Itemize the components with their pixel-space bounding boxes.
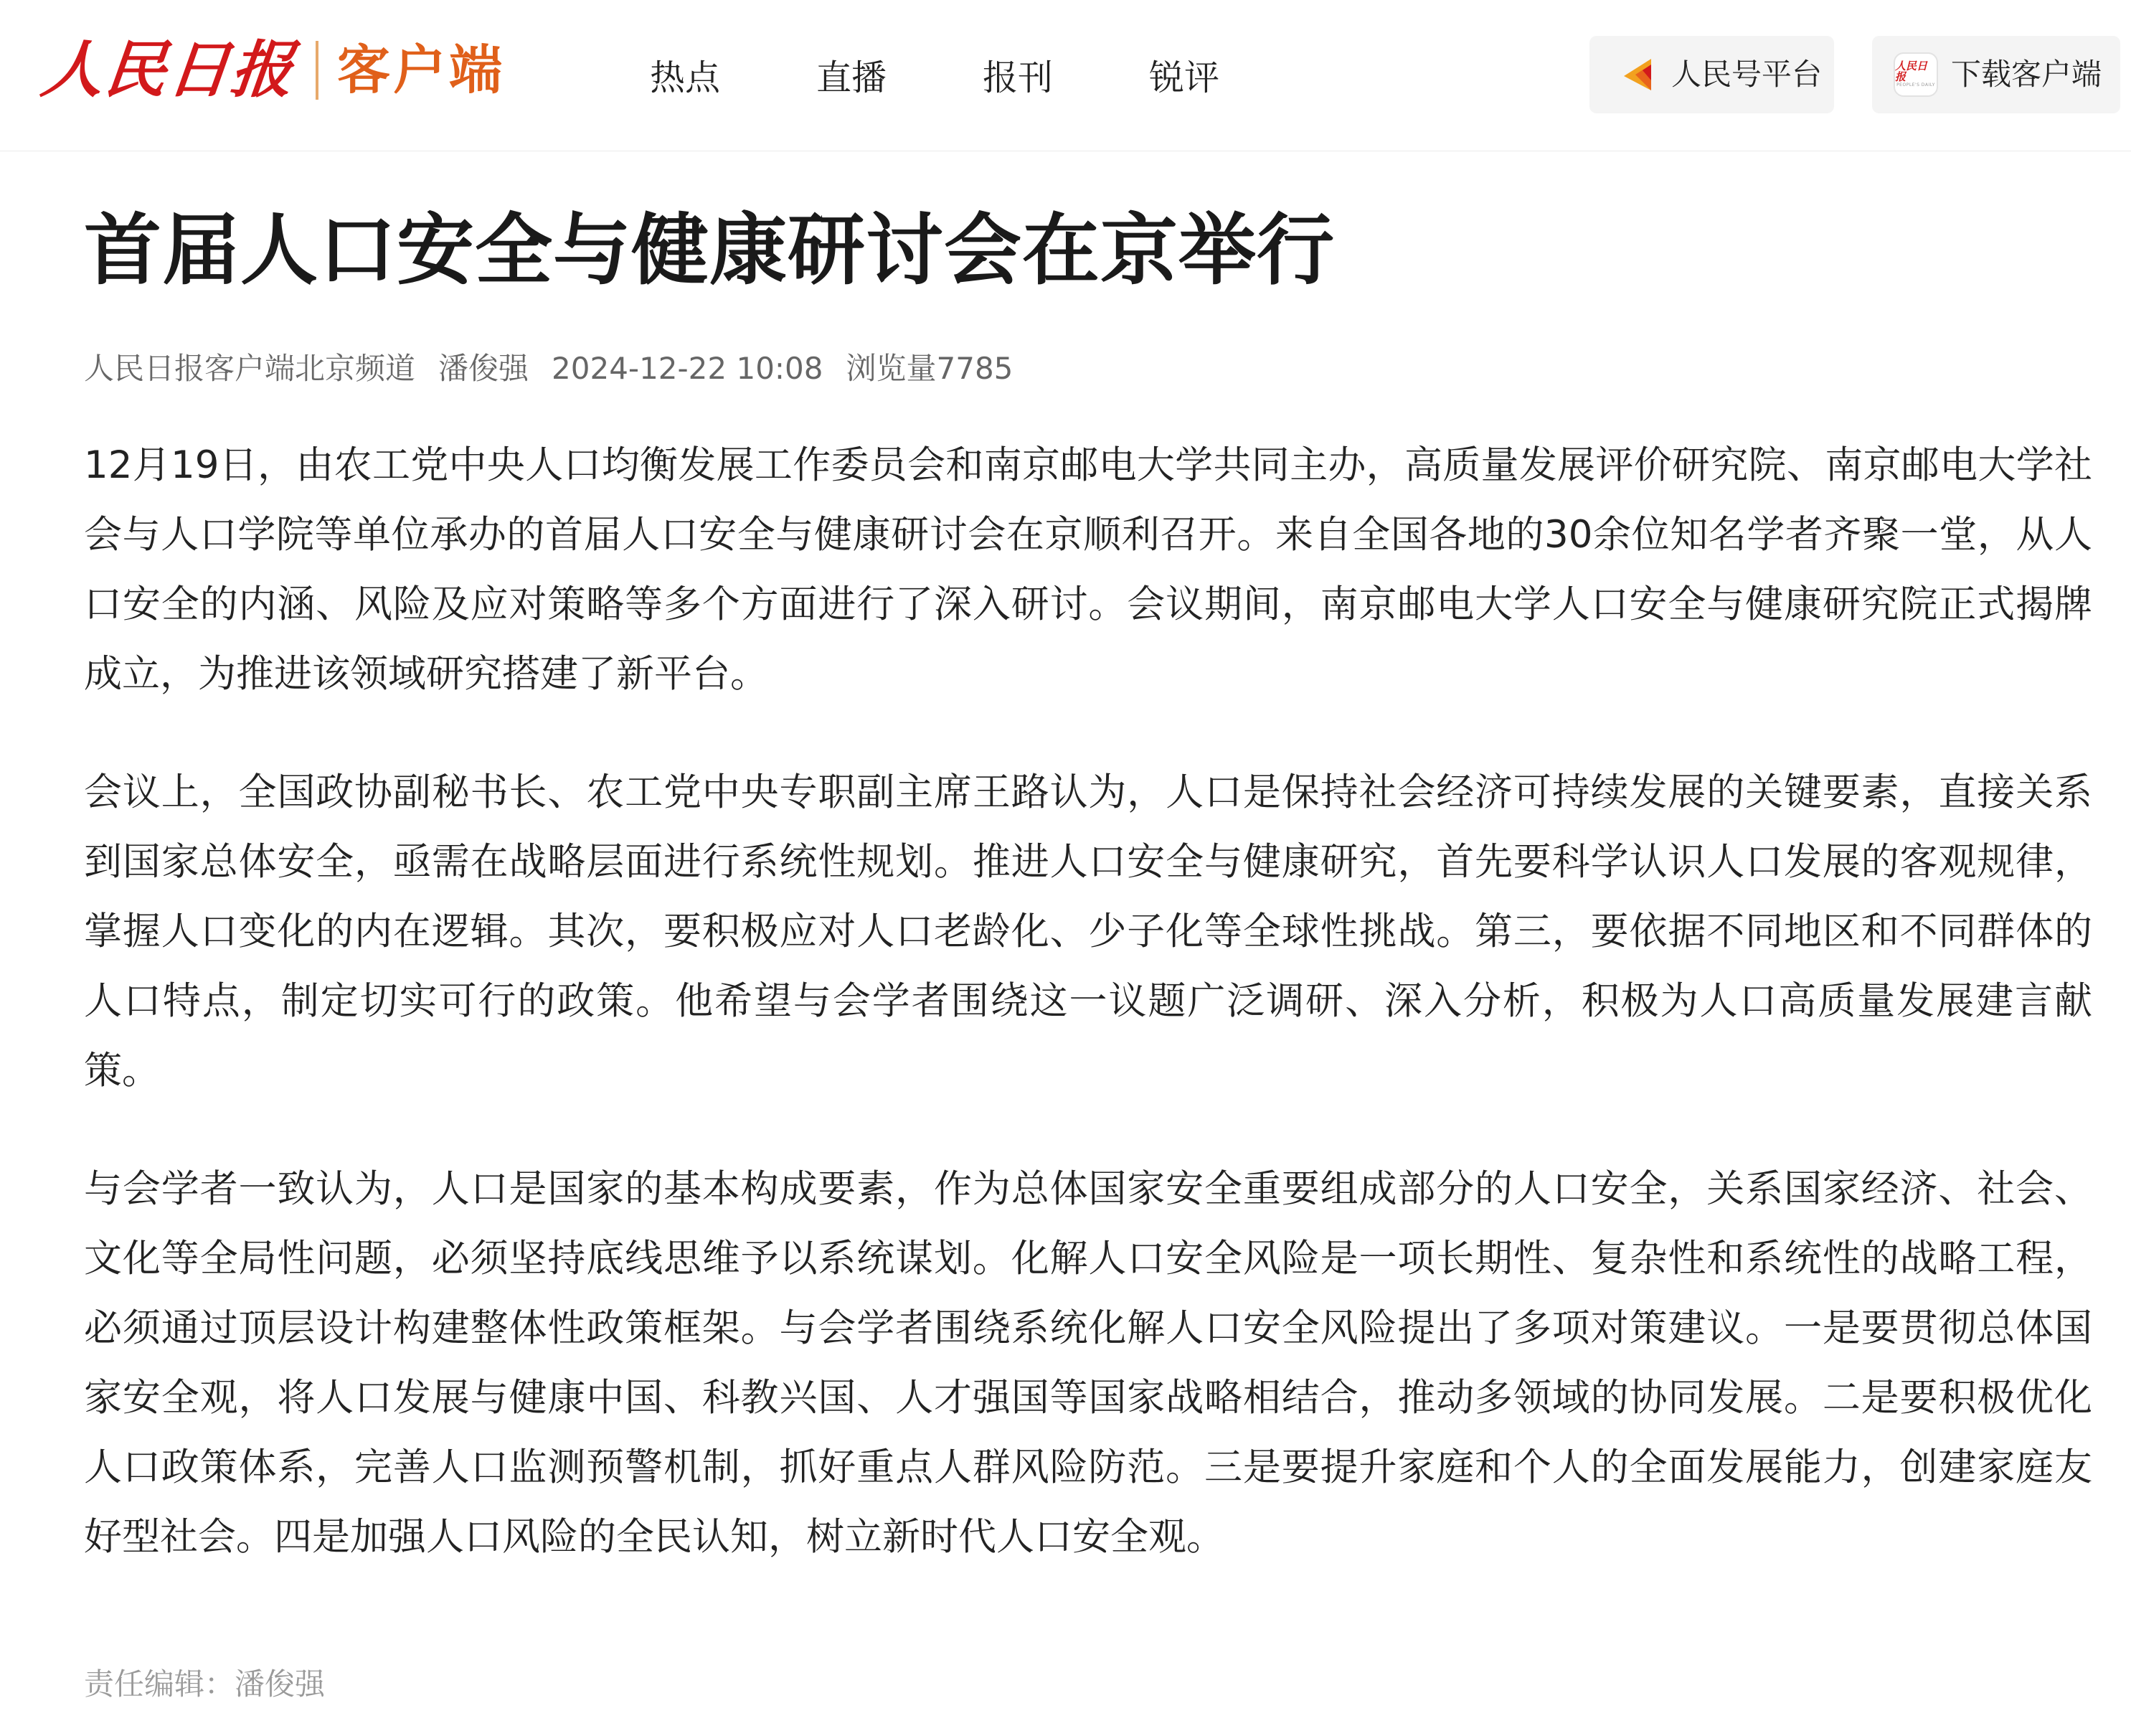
rmh-platform-icon — [1620, 55, 1663, 95]
article-source: 人民日报客户端北京频道 — [84, 351, 416, 386]
nav-item-newspaper[interactable]: 报刊 — [983, 57, 1054, 98]
logo-sub-text: 客户端 — [337, 39, 505, 101]
article-views: 浏览量7785 — [846, 351, 1013, 386]
site-logo[interactable] — [37, 27, 505, 113]
site-header — [0, 0, 2131, 151]
article-author: 潘俊强 — [438, 351, 529, 386]
article-datetime: 2024-12-22 10:08 — [552, 351, 823, 386]
app-icon-logo-text: 人民日报 — [1895, 60, 1928, 84]
download-app-label: 下载客户端 — [1951, 57, 2102, 92]
logo-main-text: 人民日报 — [37, 34, 298, 106]
article-paragraph: 会议上，全国政协副秘书长、农工党中央专职副主席王路认为，人口是保持社会经济可持续发展的关键要素，直接关系到国家总体安全，亟需在战略层面进行系统性规划。推进人口安全与健康研究，首先要科学认识人口发展的客观规律，掌握人口变化的内在逻辑。其次，要积极应对人口老龄化、少子化等全球性挑战。第三，要依据不同地区和不同群体的人口特点，制定切实可行的政策。他希望与会学者围绕这一议题广泛调研、深入分析，积极为人口高质量发展建言献策。 — [84, 770, 2092, 1093]
article — [84, 194, 2092, 1621]
people-daily-app-icon — [1894, 52, 1938, 97]
editor-name: 潘俊强 — [235, 1666, 326, 1702]
app-icon-sub-text: PEOPLE'S DAILY — [1896, 82, 1935, 88]
responsible-editor — [84, 1663, 325, 1706]
rmh-platform-button[interactable] — [1589, 36, 1834, 113]
article-meta — [84, 347, 2092, 390]
article-paragraph: 与会学者一致认为，人口是国家的基本构成要素，作为总体国家安全重要组成部分的人口安全，关系国家经济、社会、文化等全局性问题，必须坚持底线思维予以系统谋划。化解人口安全风险是一项长期性、复杂性和系统性的战略工程，必须通过顶层设计构建整体性政策框架。与会学者围绕系统化解人口安全风险提出了多项对策建议。一是要贯彻总体国家安全观，将人口发展与健康中国、科教兴国、人才强国等国家战略相结合，推动多领域的协同发展。二是要积极优化人口政策体系，完善人口监测预警机制，抓好重点人群风险防范。三是要提升家庭和个人的全面发展能力，创建家庭友好型社会。四是加强人口风险的全民认知，树立新时代人口安全观。 — [84, 1167, 2092, 1559]
article-title: 首届人口安全与健康研讨会在京举行 — [84, 206, 1336, 296]
download-app-button[interactable] — [1872, 36, 2120, 113]
rmh-platform-label: 人民号平台 — [1671, 57, 1823, 92]
logo-divider — [316, 41, 318, 100]
main-nav — [650, 49, 1315, 106]
nav-item-hot[interactable]: 热点 — [650, 57, 721, 98]
nav-item-live[interactable]: 直播 — [816, 57, 887, 98]
editor-label: 责任编辑： — [84, 1666, 235, 1702]
nav-item-commentary[interactable]: 锐评 — [1149, 57, 1220, 98]
article-paragraph: 12月19日，由农工党中央人口均衡发展工作委员会和南京邮电大学共同主办，高质量发展评价研究院、南京邮电大学社会与人口学院等单位承办的首届人口安全与健康研讨会在京顺利召开。来自全国各地的30余位知名学者齐聚一堂，从人口安全的内涵、风险及应对策略等多个方面进行了深入研讨。会议期间，南京邮电大学人口安全与健康研究院正式揭牌成立，为推进该领域研究搭建了新平台。 — [84, 443, 2092, 696]
article-body — [84, 430, 2092, 1572]
